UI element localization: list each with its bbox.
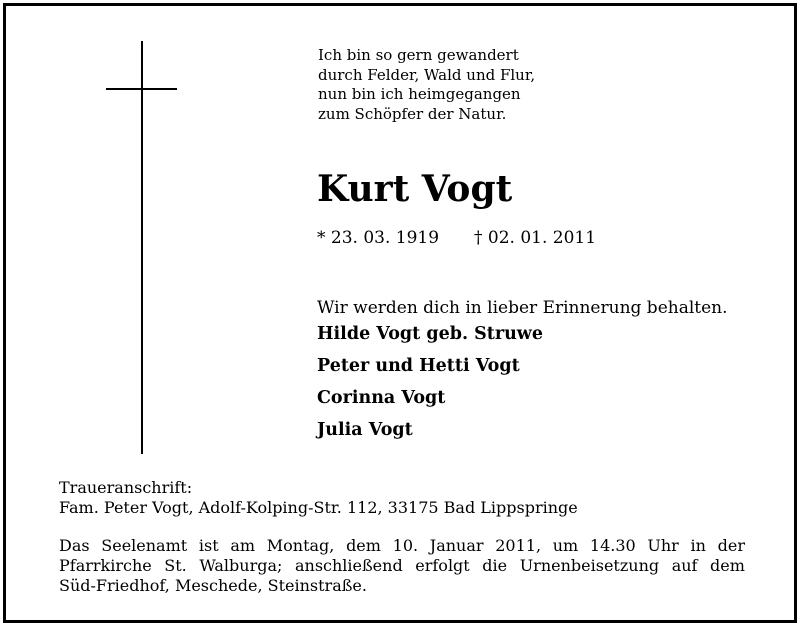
poem-line: zum Schöpfer der Natur. bbox=[318, 104, 507, 123]
mourner-name: Peter und Hetti Vogt bbox=[317, 356, 520, 376]
service-line: Süd-Friedhof, Meschede, Steinstraße. bbox=[59, 576, 367, 595]
service-line bbox=[59, 556, 745, 576]
service-word: Januar bbox=[429, 536, 484, 555]
obituary-notice bbox=[3, 3, 797, 623]
memory-line: Wir werden dich in lieber Erinnerung behalten. bbox=[317, 298, 728, 318]
address-text: Fam. Peter Vogt, Adolf-Kolping-Str. 112, 33175 Bad Lippspringe bbox=[59, 498, 578, 517]
service-word: Walburga; bbox=[199, 556, 283, 575]
poem bbox=[318, 46, 535, 124]
service-word: in bbox=[690, 536, 706, 555]
cross-symbol-horizontal bbox=[106, 88, 177, 90]
deceased-name: Kurt Vogt bbox=[317, 168, 513, 210]
service-word: am bbox=[230, 536, 256, 555]
service-word: Das bbox=[59, 536, 90, 555]
service-word: dem bbox=[346, 536, 381, 555]
poem-line: Ich bin so gern gewandert bbox=[318, 46, 519, 64]
poem-line: durch Felder, Wald und Flur, bbox=[318, 65, 536, 84]
mourning-address bbox=[59, 478, 578, 518]
service-word: 10. bbox=[392, 536, 419, 555]
service-word: der bbox=[717, 536, 745, 555]
life-dates bbox=[317, 228, 597, 248]
death-date: † 02. 01. 2011 bbox=[474, 228, 597, 248]
mourner-name: Julia Vogt bbox=[317, 420, 413, 440]
service-word: dem bbox=[710, 556, 745, 575]
poem-line: nun bin ich heimgegangen bbox=[318, 85, 521, 103]
mourners-list bbox=[317, 324, 543, 452]
service-word: St. bbox=[164, 556, 187, 575]
service-word: 2011, bbox=[495, 536, 542, 555]
service-word: Urnenbeisetzung bbox=[519, 556, 660, 575]
service-line bbox=[59, 536, 745, 556]
service-word: auf bbox=[671, 556, 698, 575]
service-word: um bbox=[552, 536, 579, 555]
service-word: anschließend bbox=[294, 556, 403, 575]
service-word: die bbox=[482, 556, 508, 575]
birth-date: * 23. 03. 1919 bbox=[317, 228, 440, 248]
service-word: 14.30 bbox=[589, 536, 636, 555]
cross-symbol-vertical bbox=[141, 41, 143, 454]
service-word: Pfarrkirche bbox=[59, 556, 152, 575]
service-word: erfolgt bbox=[415, 556, 470, 575]
service-word: Montag, bbox=[266, 536, 335, 555]
service-word: Seelenamt bbox=[101, 536, 188, 555]
service-word: Uhr bbox=[647, 536, 679, 555]
mourner-name: Hilde Vogt geb. Struwe bbox=[317, 324, 544, 344]
mourner-name: Corinna Vogt bbox=[317, 388, 446, 408]
address-label: Traueranschrift: bbox=[59, 478, 193, 497]
service-info bbox=[59, 536, 745, 596]
service-word: ist bbox=[198, 536, 219, 555]
